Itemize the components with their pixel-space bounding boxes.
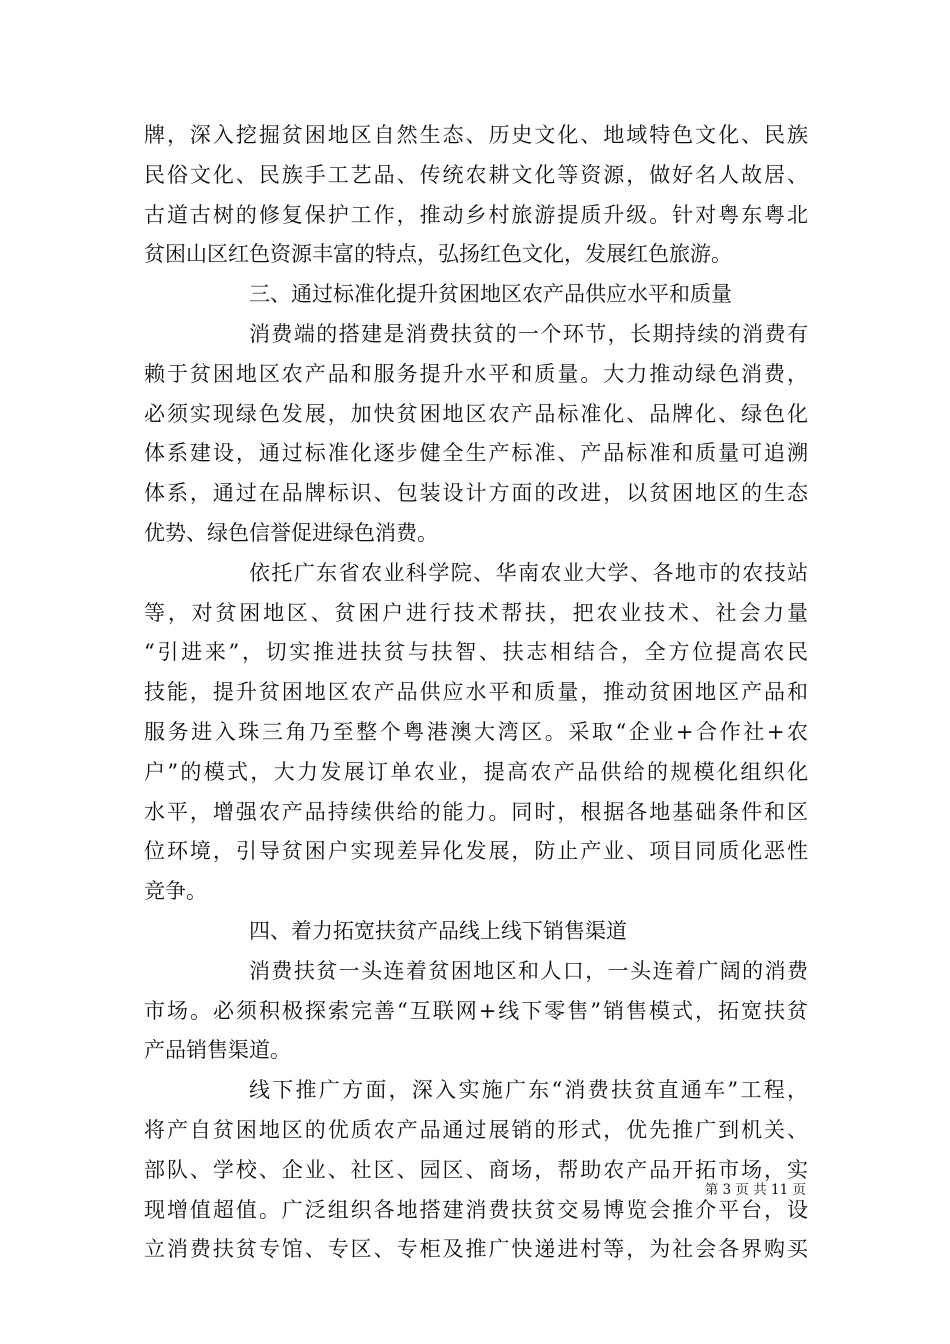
paragraph-line: 体系，通过在品牌标识、包装设计方面的改进，以贫困地区的生态 — [144, 481, 808, 506]
paragraph-line: 民俗文化、民族手工艺品、传统农耕文化等资源，做好名人故居、 — [144, 162, 808, 187]
paragraph-line: 产品销售渠道。 — [144, 1038, 291, 1063]
paragraph-line: 依托广东省农业科学院、华南农业大学、各地市的农技站 — [249, 560, 808, 585]
paragraph-line: 竞争。 — [144, 879, 207, 904]
paragraph-line: 位环境，引导贫困户实现差异化发展，防止产业、项目同质化恶性 — [144, 839, 808, 864]
paragraph-line: 线下推广方面，深入实施广东“消费扶贫直通车”工程， — [249, 1078, 808, 1103]
paragraph-line: 赖于贫困地区农产品和服务提升水平和质量。大力推动绿色消费， — [144, 361, 808, 386]
paragraph-line: 立消费扶贫专馆、专区、专柜及推广快递进村等，为社会各界购买 — [144, 1237, 808, 1262]
paragraph-line: 必须实现绿色发展，加快贫困地区农产品标准化、品牌化、绿色化 — [144, 401, 808, 426]
paragraph-line: 消费端的搭建是消费扶贫的一个环节，长期持续的消费有 — [249, 321, 808, 346]
paragraph-line: 贫困山区红色资源丰富的特点，弘扬红色文化，发展红色旅游。 — [144, 242, 732, 267]
paragraph-line: 水平，增强农产品持续供给的能力。同时，根据各地基础条件和区 — [144, 799, 808, 824]
paragraph-line: 将产自贫困地区的优质农产品通过展销的形式，优先推广到机关、 — [144, 1117, 808, 1142]
page-number: 第 3 页 共 11 页 — [704, 1182, 806, 1198]
section-heading: 三、通过标准化提升贫困地区农产品供应水平和质量 — [249, 282, 732, 307]
paragraph-line: 户”的模式，大力发展订单农业，提高农产品供给的规模化组织化 — [144, 759, 808, 784]
paragraph-line: 现增值超值。广泛组织各地搭建消费扶贫交易博览会推介平台，设 — [144, 1197, 808, 1222]
body-text — [144, 116, 808, 1270]
paragraph-line: 消费扶贫一头连着贫困地区和人口，一头连着广阔的消费 — [249, 958, 808, 983]
paragraph-line: 技能，提升贫困地区农产品供应水平和质量，推动贫困地区产品和 — [144, 680, 808, 705]
paragraph-line: “引进来”，切实推进扶贫与扶智、扶志相结合，全方位提高农民 — [144, 640, 808, 665]
paragraph-line: 部队、学校、企业、社区、园区、商场，帮助农产品开拓市场，实 — [144, 1157, 808, 1182]
paragraph-line: 等，对贫困地区、贫困户进行技术帮扶，把农业技术、社会力量 — [144, 600, 808, 625]
paragraph-line: 市场。必须积极探索完善“互联网+线下零售”销售模式，拓宽扶贫 — [144, 998, 808, 1023]
paragraph-line: 体系建设，通过标准化逐步健全生产标准、产品标准和质量可追溯 — [144, 441, 808, 466]
paragraph-line: 优势、绿色信誉促进绿色消费。 — [144, 520, 438, 545]
section-heading: 四、着力拓宽扶贫产品线上线下销售渠道 — [249, 918, 627, 943]
paragraph-line: 古道古树的修复保护工作，推动乡村旅游提质升级。针对粤东粤北 — [144, 202, 808, 227]
paragraph-line: 服务进入珠三角乃至整个粤港澳大湾区。采取“企业+合作社+农 — [144, 719, 808, 744]
paragraph-line: 牌，深入挖掘贫困地区自然生态、历史文化、地域特色文化、民族 — [144, 123, 808, 147]
